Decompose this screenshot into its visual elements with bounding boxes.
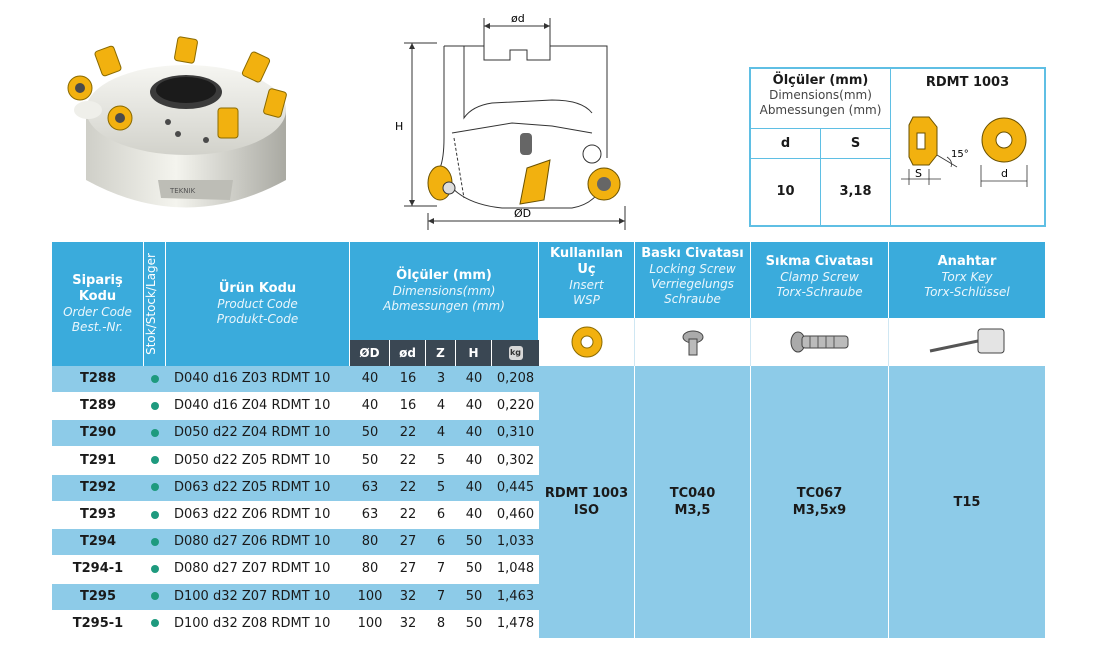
insert-dims-title: Ölçüler (mm) — [772, 73, 869, 88]
cell-z: 4 — [436, 398, 446, 414]
header-stock — [144, 242, 166, 366]
cell-h: 40 — [465, 452, 483, 468]
header-locking-screw — [635, 242, 751, 318]
header-insert-en: Insert — [569, 278, 604, 292]
stock-cell — [144, 502, 166, 528]
stock-cell — [144, 556, 166, 582]
cell-h: 40 — [465, 371, 483, 386]
stock-dot-icon — [151, 538, 159, 546]
cell-kg: 0,302 — [496, 452, 535, 468]
cell-product: D040 d16 Z04 RDMT 10 — [174, 398, 331, 414]
stock-dot-icon — [151, 483, 159, 491]
table-row — [52, 611, 539, 637]
cell-z: 8 — [436, 615, 446, 631]
table-row — [52, 584, 539, 610]
header-key-de: Torx-Schlüssel — [924, 285, 1010, 299]
cell-product: D080 d27 Z06 RDMT 10 — [174, 534, 331, 550]
cell-kg: 1,048 — [496, 561, 535, 577]
cell-D: 100 — [357, 588, 383, 604]
cutter-photo — [58, 30, 308, 225]
header-dimensions-tr: Ölçüler (mm) — [396, 268, 492, 283]
cell-kg: 1,463 — [496, 588, 535, 604]
header-dimensions — [350, 242, 539, 340]
product-table — [52, 242, 1045, 638]
cell-d: 22 — [399, 507, 417, 522]
cell-h: 40 — [465, 425, 483, 441]
stock-dot-icon — [151, 592, 159, 600]
merged-clamp-1: TC067 — [796, 486, 843, 501]
cell-code: T290 — [79, 425, 116, 441]
cell-D: 50 — [361, 425, 379, 441]
stock-dot-icon — [151, 619, 159, 627]
cell-z: 3 — [436, 371, 446, 386]
stock-dot-icon — [151, 511, 159, 519]
subheader-weight — [492, 340, 539, 366]
cutter-drawing — [392, 8, 642, 233]
header-key — [889, 242, 1045, 318]
insert-drawing — [891, 97, 1044, 225]
cell-h: 40 — [465, 398, 483, 414]
drawing-h-label: H — [395, 120, 404, 133]
cell-code: T294-1 — [72, 561, 124, 577]
cell-code: T288 — [79, 371, 116, 386]
stock-cell — [144, 529, 166, 555]
cell-product: D040 d16 Z03 RDMT 10 — [174, 371, 331, 386]
drawing-d-label: ød — [511, 12, 525, 25]
stock-cell — [144, 611, 166, 637]
subheader-h: H — [456, 340, 492, 366]
header-clamp-screw — [751, 242, 889, 318]
stock-cell — [144, 448, 166, 474]
cell-product: D050 d22 Z04 RDMT 10 — [174, 425, 331, 441]
cell-d: 22 — [399, 452, 417, 468]
cell-kg: 1,478 — [496, 615, 535, 631]
header-product-code — [166, 242, 350, 366]
table-row — [52, 556, 539, 582]
header-insert-tr2: Uç — [577, 262, 596, 277]
merged-insert-2: ISO — [573, 503, 600, 518]
svg-text:TEKNIK: TEKNIK — [170, 187, 196, 195]
merged-clamp-2: M3,5x9 — [792, 503, 847, 518]
cell-D: 40 — [361, 398, 379, 414]
header-dimensions-en: Dimensions(mm) — [392, 284, 496, 298]
merged-locking-2: M3,5 — [674, 503, 711, 518]
stock-cell — [144, 393, 166, 419]
cell-D: 50 — [361, 452, 379, 468]
subheader-z: Z — [426, 340, 456, 366]
insert-icon — [570, 325, 604, 359]
cell-product: D050 d22 Z05 RDMT 10 — [174, 452, 331, 468]
header-order-code-en: Order Code — [63, 305, 132, 319]
header-order-code-de: Best.-Nr. — [71, 320, 124, 334]
stock-dot-icon — [151, 456, 159, 464]
header-product-code-tr: Ürün Kodu — [218, 281, 297, 296]
stock-cell — [144, 420, 166, 446]
cell-kg: 1,033 — [496, 534, 535, 550]
cell-d: 27 — [399, 561, 417, 577]
insert-icon-cell — [539, 318, 635, 366]
insert-name: RDMT 1003 — [925, 75, 1010, 90]
merged-insert — [539, 366, 635, 638]
cell-D: 100 — [357, 615, 383, 631]
cell-kg: 0,460 — [496, 507, 535, 522]
table-row — [52, 393, 539, 419]
subheader-D: ØD — [350, 340, 390, 366]
cell-d: 16 — [399, 371, 417, 386]
subheader-d: ød — [390, 340, 426, 366]
cell-product: D063 d22 Z06 RDMT 10 — [174, 507, 331, 522]
cell-kg: 0,310 — [496, 425, 535, 441]
header-insert — [539, 242, 635, 318]
merged-clamp — [751, 366, 889, 638]
header-key-tr: Anahtar — [937, 254, 997, 269]
cell-z: 7 — [436, 588, 446, 604]
merged-locking-1: TC040 — [669, 486, 716, 501]
header-clamp-tr: Sıkma Civatası — [765, 254, 874, 269]
cell-d: 27 — [399, 534, 417, 550]
drawing-D-label: ØD — [514, 207, 532, 220]
torx-key-icon-cell — [889, 318, 1045, 366]
cell-d: 32 — [399, 615, 417, 631]
header-insert-de: WSP — [573, 293, 600, 307]
header-locking-tr: Baskı Civatası — [641, 246, 744, 261]
clamp-screw-icon-cell — [751, 318, 889, 366]
cell-code: T294 — [79, 534, 116, 550]
cell-h: 40 — [465, 479, 483, 495]
cell-z: 5 — [436, 452, 446, 468]
merged-key — [889, 366, 1045, 638]
cell-product: D080 d27 Z07 RDMT 10 — [174, 561, 331, 577]
stock-dot-icon — [151, 565, 159, 573]
clamp-screw-icon — [788, 328, 852, 356]
table-row — [52, 502, 539, 528]
insert-dims-en: Dimensions(mm) — [769, 88, 872, 102]
cell-code: T293 — [79, 507, 116, 522]
stock-cell — [144, 475, 166, 501]
cell-d: 32 — [399, 588, 417, 604]
cell-code: T292 — [79, 479, 116, 495]
header-stock-label: Stok/Stock/Lager — [144, 253, 158, 355]
cell-h: 50 — [465, 588, 483, 604]
locking-screw-icon — [676, 325, 710, 359]
cell-kg: 0,208 — [496, 371, 535, 386]
cell-d: 22 — [399, 425, 417, 441]
header-insert-tr1: Kullanılan — [550, 246, 623, 261]
cell-kg: 0,445 — [496, 479, 535, 495]
table-row — [52, 420, 539, 446]
stock-dot-icon — [151, 375, 159, 383]
cell-code: T295-1 — [72, 615, 124, 631]
header-dimensions-de: Abmessungen (mm) — [383, 299, 505, 313]
cell-d: 16 — [399, 398, 417, 414]
torx-key-icon — [922, 325, 1012, 359]
insert-dimension-box — [749, 67, 1046, 227]
cell-z: 6 — [436, 534, 446, 550]
cell-z: 6 — [436, 507, 446, 522]
cell-D: 63 — [361, 507, 379, 522]
header-locking-de1: Verriegelungs — [651, 277, 734, 291]
insert-angle: 15° — [951, 149, 969, 160]
cell-h: 50 — [465, 561, 483, 577]
cell-D: 40 — [361, 371, 379, 386]
cell-product: D063 d22 Z05 RDMT 10 — [174, 479, 331, 495]
cell-kg: 0,220 — [496, 398, 535, 414]
stock-dot-icon — [151, 402, 159, 410]
header-order-code-tr2: Kodu — [78, 289, 117, 304]
insert-col-d: d — [751, 129, 821, 159]
table-row — [52, 475, 539, 501]
header-product-code-en: Product Code — [217, 297, 298, 311]
header-order-code — [52, 242, 144, 366]
header-clamp-en: Clamp Screw — [780, 270, 859, 284]
cell-z: 5 — [436, 479, 446, 495]
cell-product: D100 d32 Z07 RDMT 10 — [174, 588, 331, 604]
cell-d: 22 — [399, 479, 417, 495]
header-locking-de2: Schraube — [664, 292, 721, 306]
insert-col-s: S — [821, 129, 891, 159]
insert-val-d: 10 — [751, 159, 821, 225]
insert-dims-de: Abmessungen (mm) — [759, 103, 882, 117]
cell-code: T289 — [79, 398, 116, 414]
header-key-en: Torx Key — [941, 270, 993, 284]
cell-D: 80 — [361, 534, 379, 550]
merged-insert-1: RDMT 1003 — [544, 486, 629, 501]
cell-h: 50 — [465, 615, 483, 631]
cell-D: 63 — [361, 479, 379, 495]
table-row — [52, 529, 539, 555]
cell-code: T295 — [79, 588, 116, 604]
table-row — [52, 366, 539, 392]
cell-h: 50 — [465, 534, 483, 550]
table-row — [52, 448, 539, 474]
header-order-code-tr1: Sipariş — [72, 273, 123, 288]
stock-cell — [144, 584, 166, 610]
header-clamp-de: Torx-Schraube — [776, 285, 863, 299]
stock-dot-icon — [151, 429, 159, 437]
merged-locking — [635, 366, 751, 638]
insert-lbl-d: d — [1001, 167, 1008, 180]
cell-z: 4 — [436, 425, 446, 441]
insert-lbl-s: S — [915, 167, 922, 180]
cell-h: 40 — [465, 507, 483, 522]
cell-D: 80 — [361, 561, 379, 577]
header-product-code-de: Produkt-Code — [216, 312, 299, 326]
header-locking-en: Locking Screw — [649, 262, 736, 276]
merged-key-value: T15 — [953, 494, 981, 510]
cell-z: 7 — [436, 561, 446, 577]
insert-val-s: 3,18 — [821, 159, 891, 225]
weight-icon: kg — [509, 346, 523, 360]
locking-screw-icon-cell — [635, 318, 751, 366]
stock-cell — [144, 366, 166, 392]
cell-code: T291 — [79, 452, 116, 468]
cell-product: D100 d32 Z08 RDMT 10 — [174, 615, 331, 631]
